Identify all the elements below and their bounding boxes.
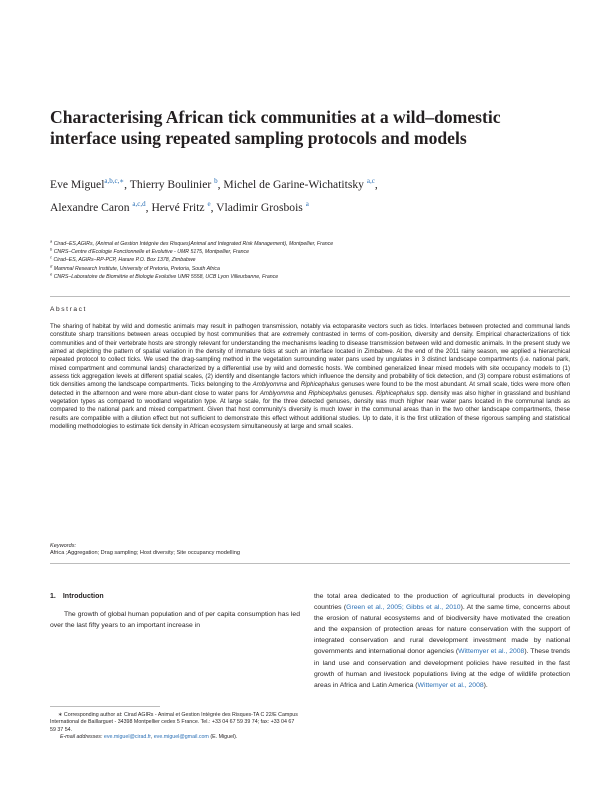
author-line-2: Alexandre Caron $^{a,c,d}$, Hervé Fritz $^e$, Vladimir Grosbois $^a$ bbox=[50, 200, 309, 214]
citation-link[interactable]: Green et al., 2005; Gibbs et al., 2010 bbox=[346, 604, 461, 612]
footnote-divider bbox=[50, 706, 160, 707]
author-name: Eve Miguel bbox=[50, 178, 105, 191]
affiliation-item: $^e$ CNRS–Laboratoire de Biométrie et Biologie Evolutive UMR 5558, UCB Lyon Villeurbanne, France bbox=[50, 271, 279, 280]
left-column bbox=[50, 591, 300, 631]
affiliations-list bbox=[50, 240, 570, 281]
email-link[interactable]: eve.miguel@gmail.com bbox=[153, 734, 209, 741]
keywords-list: Africa ;Aggregation; Drag sampling; Host diversity; Site occupancy modelling bbox=[50, 550, 240, 556]
author-affiliation-marks[interactable]: a,b,c,∗ bbox=[104, 177, 125, 186]
author-affiliation-marks[interactable]: a bbox=[305, 200, 309, 209]
author-affiliation-marks[interactable]: e bbox=[207, 200, 211, 209]
divider bbox=[50, 563, 570, 564]
divider bbox=[50, 296, 570, 297]
affiliation-item: $^b$ CNRS–Centre d'Ecologie Fonctionnelle et Evolutive - UMR 5175, Montpellier, France bbox=[50, 246, 250, 256]
author-name: Vladimir Grosbois bbox=[216, 201, 303, 214]
author-affiliation-marks[interactable]: a,c bbox=[366, 177, 375, 186]
author-name: Thierry Boulinier bbox=[129, 178, 212, 191]
affiliation-item: $^a$ Cirad–ES,AGIRs, (Animal et Gestion Intégrée des Risques)Animal and Integrated Risk Management), Montpellier, France bbox=[50, 238, 334, 247]
citation-link[interactable]: Wittemyer et al., 2008 bbox=[417, 681, 484, 689]
author-affiliation-marks[interactable]: b bbox=[214, 177, 218, 186]
section-heading: 1. Introduction bbox=[50, 593, 104, 600]
email-link[interactable]: eve.miguel@cirad.fr bbox=[103, 734, 151, 741]
intro-paragraph-continued: the total area dedicated to the production of agricultural products in developing countries (Green et al., 2005; Gibbs et al., 2010). At the same time, concerns about the erosion of natural ecosystems and of biodiversity have motivated the creation and the expansion of protection areas for nature conservation with the support of integrated conservation and rural development investment made by national governments and international donor agencies (Wittemyer et al., 2008). These trends in land use and conservation and development policies have resulted in the fast growth of human and livestock populations living at the edge of wildlife protection areas in Africa and Latin America (Wittemyer et al., 2008). bbox=[314, 593, 570, 689]
corresponding-author-footnote: ∗ Corresponding author at: Cirad AGIRs - Animal et Gestion Intégrée des Risques-TA C 22/E Campus International de Baillarguet - 34398 Montpellier cedex 5 France. Tel.: +33 04 67 59 39 74; fax: +33 04 67 59 37 54. E-mail addresses: eve.miguel@cirad.fr, eve.miguel@gmail.com (E. Miguel). bbox=[50, 712, 298, 741]
affiliation-item: $^d$ Mammal Research Institute, University of Pretoria, Pretoria, South Africa bbox=[50, 262, 220, 272]
right-column bbox=[314, 591, 570, 691]
article-title: Characterising African tick communities at a wild–domestic interface using repeated sampling protocols and models bbox=[50, 107, 501, 148]
author-affiliation-marks[interactable]: a,c,d bbox=[132, 200, 146, 209]
affiliation-item: $^c$ Cirad–ES, AGIRs–RP-PCP, Harare P.O. Box 1378, Zimbabwe bbox=[50, 254, 196, 264]
intro-paragraph: The growth of global human population and of per capita consumption has led over the last fifty years to an important increase in bbox=[50, 611, 300, 630]
keywords-heading: Keywords: bbox=[50, 543, 77, 549]
abstract-heading: Abstract bbox=[50, 306, 87, 313]
author-name: Alexandre Caron bbox=[50, 201, 130, 214]
author-line-1: Eve Miguel$^{a,b,c,∗}$, Thierry Boulinier $^b$, Michel de Garine-Wichatitsky $^{a,c}$, bbox=[50, 177, 378, 191]
citation-link[interactable]: Wittemyer et al., 2008 bbox=[458, 648, 525, 656]
author-name: Michel de Garine-Wichatitsky bbox=[223, 178, 364, 191]
abstract-text: The sharing of habitat by wild and domestic animals may result in pathogen transmission, notably via ectoparasite vectors such as ticks. Interfaces between protected and communal lands constitute sharp transitions between areas occupied by host communities that are extremely contrasted in terms of com-position, diversity and density. Empirical characterizations of tick communities and of their vertebrate hosts are strongly relevant for understanding the mechanisms leading to disease transmission between wild and domestic animals. In the present study we aimed at depicting the pattern of spatial variation in the density of immature ticks at such an interface located in Zimbabwe. At the end of the 2011 rainy season, we applied a hierarchical repeated protocol to collect ticks. We used the drag-sampling method in the vegetation surrounding water pans used by ungulates in 3 distinct landscape compartments (i.e. national park, mixed compartment and communal lands) characterized by a differential use by wild and domestic hosts. We combined generalized linear mixed models with site occupancy models to (1) assess tick aggregation levels at different spatial scales, (2) identify and disentangle factors which influence the density and probability of tick detection, and (3) compare robust estimations of tick densities among the landscape compartments. Ticks belonging to the Amblyomma and Riphicephalus genuses were found to be the most abundant. At small scale, ticks were more often detected in the afternoon and were more abun-dant close to water pans for Amblyomma and Riphicephalus genuses. Riphicephalus spp. density was also higher in grassland and bushland vegetation types as compared to woodland vegetation type. At large scale, for the three detected genuses, density was much higher near water pans located in the communal lands as compared to the national park and mixed compartment. Given that host community's diversity is much lower in the communal areas than in the two other landscape compartments, these results are compatible with a dilution effect but not sufficient to demonstrate this effect without additional studies. Up to date, it is the first utilization of these rigorous sampling and statistical modelling methodologies to estimate tick density in African ecosystem simultaneously at large and small scales. bbox=[50, 323, 570, 431]
author-name: Hervé Fritz bbox=[151, 201, 205, 214]
